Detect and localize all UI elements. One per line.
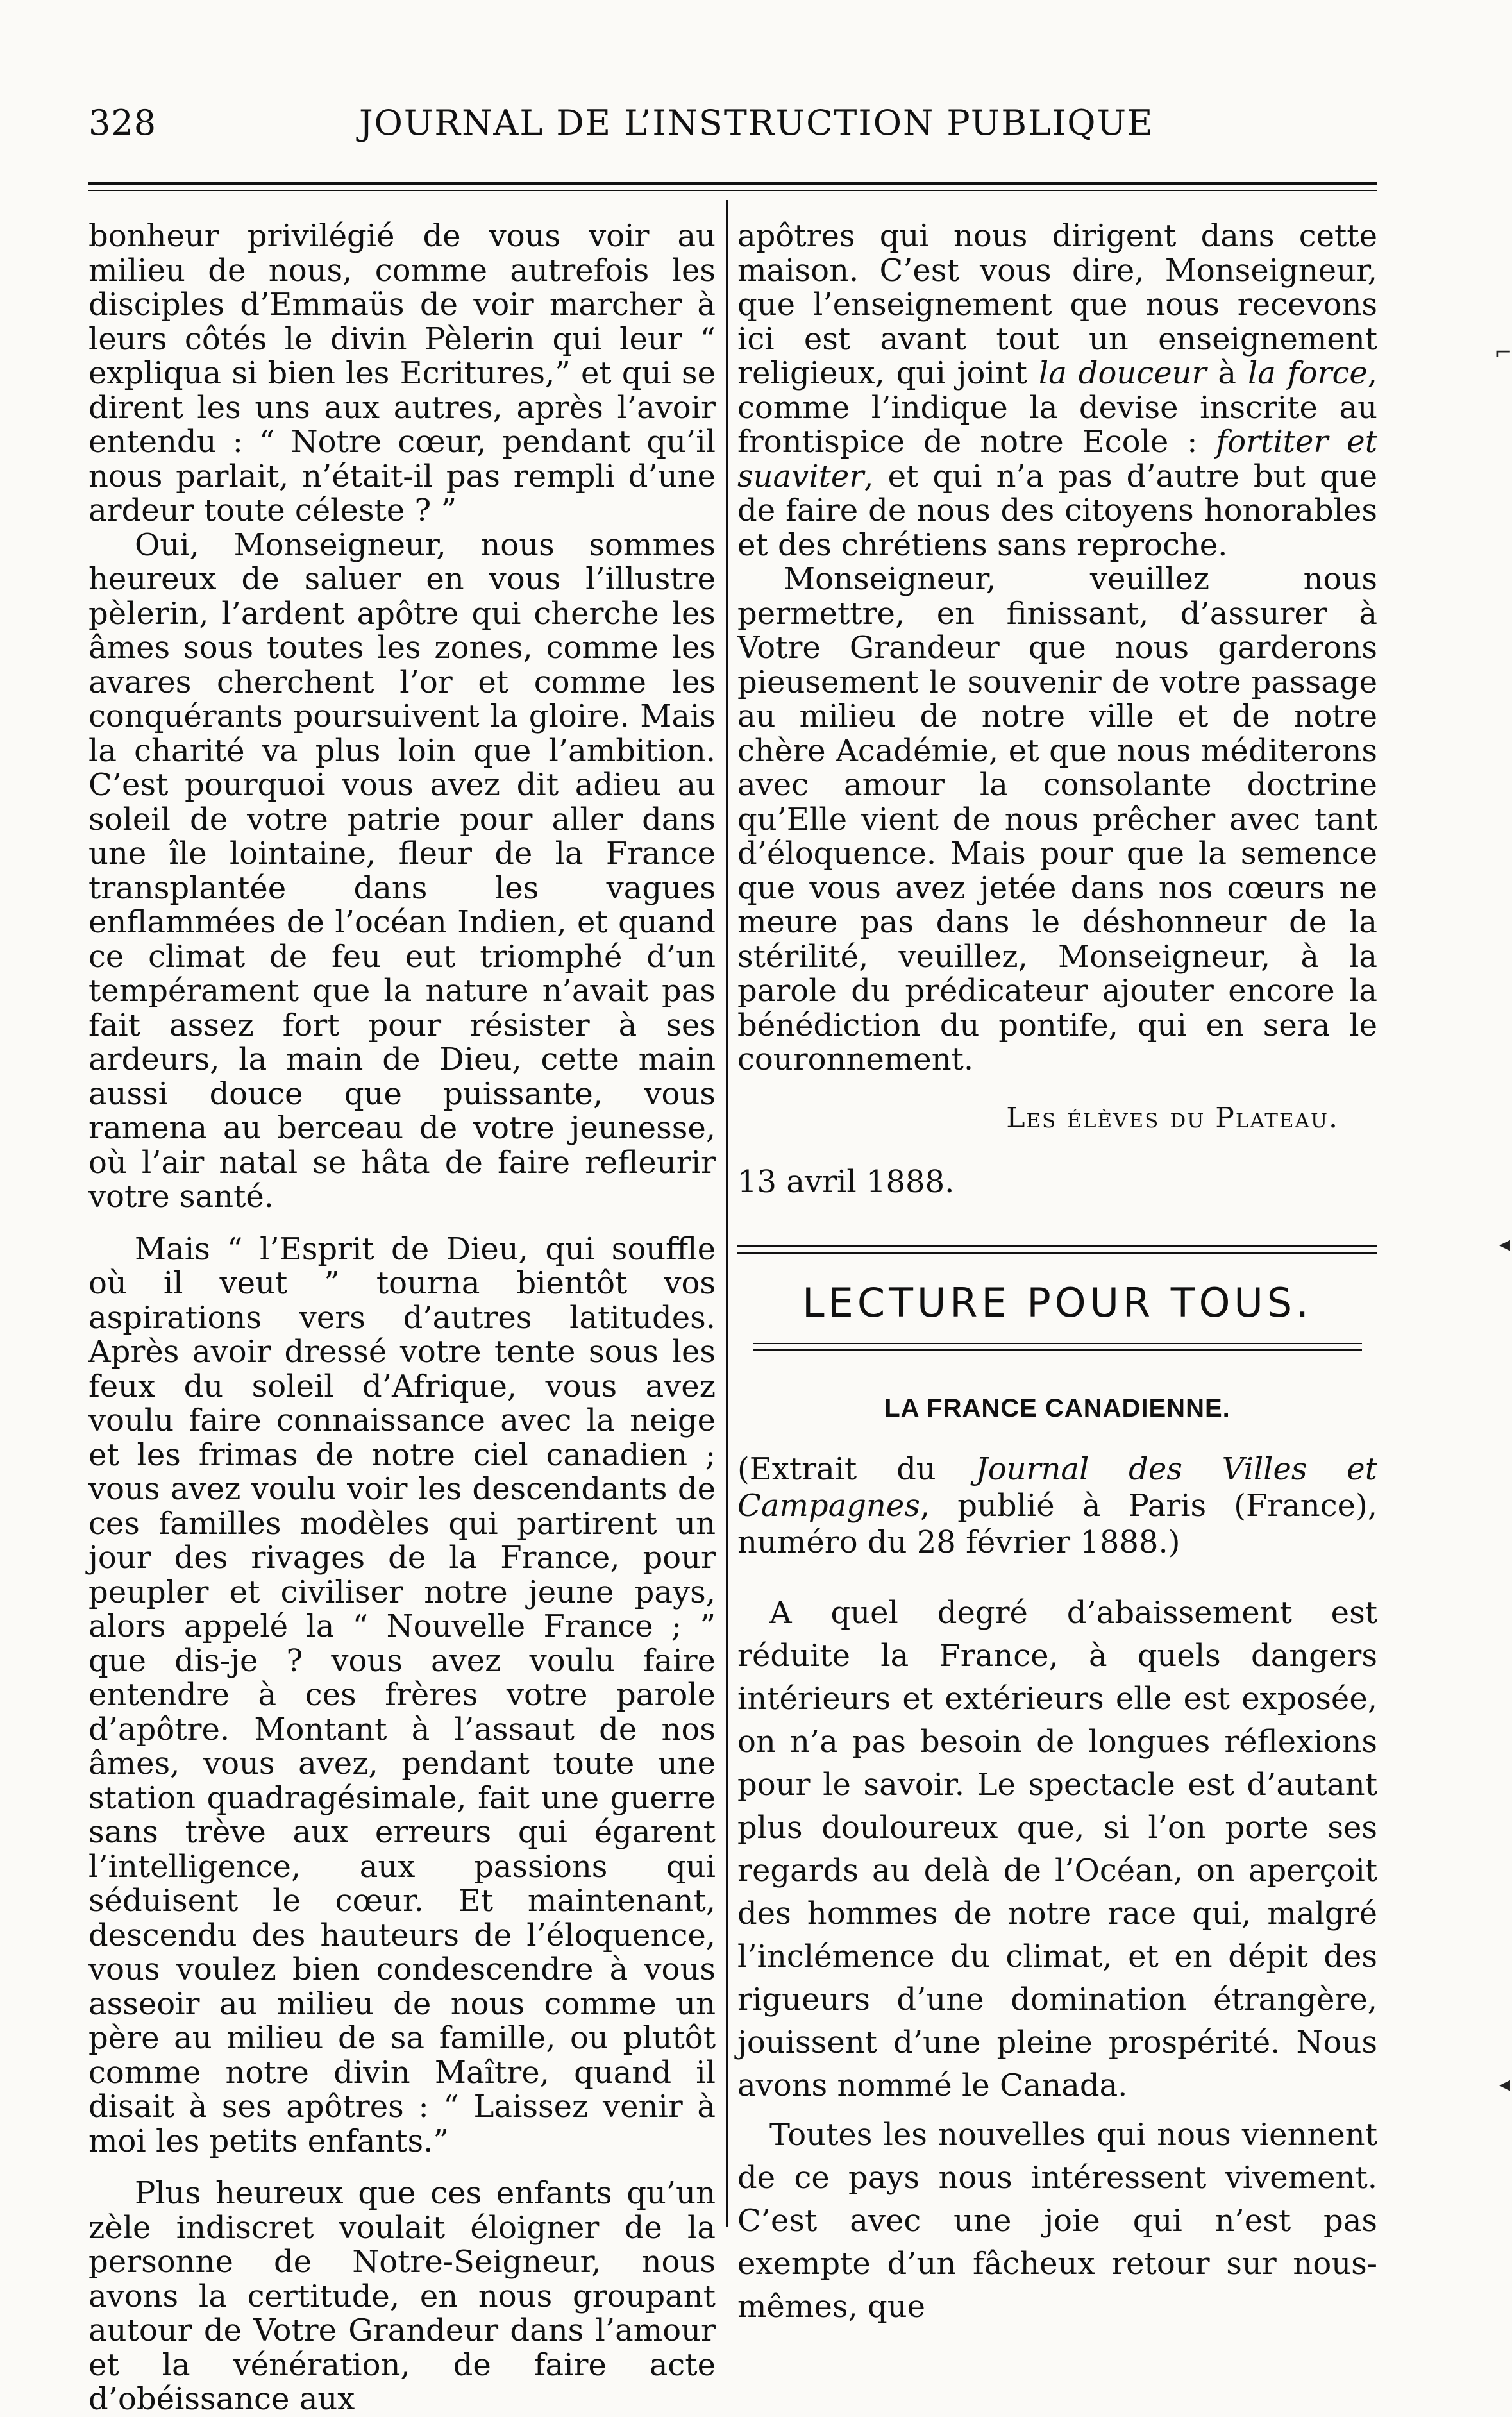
section-rule-thin (737, 1252, 1377, 1254)
margin-mark: ◂ (1499, 1231, 1511, 1257)
section-title: LECTURE POUR TOUS. (802, 1279, 1313, 1326)
motto: fortiter et suaviter (737, 424, 1377, 494)
left-paragraph: Mais “ l’Esprit de Dieu, qui souffle où il veut ” tourna bientôt vos aspirations vers d’autres latitudes. Après avoir dressé votre tente sous les feux du soleil d’Afrique, vous avez voulu faire connaissance avec la neige et les frimas de notre ciel canadien ; vous avez voulu voir les descendants de ces familles modèles qui partirent un jour des rivages de la France, pour peupler et civiliser notre jeune pays, alors appelé la “ Nouvelle France ; ” que dis-je ? vous avez voulu faire entendre à ces frères votre parole d’apôtre. Montant à l’assaut de nos âmes, vous avez, pendant toute une station quadragésimale, fait une guerre sans trève aux erreurs qui égarent l’intelligence, aux passions qui séduisent le cœur. Et maintenant, descendu des hauteurs de l’éloquence, vous voulez bien condescendre à vous asseoir au milieu de nous comme un père au milieu de sa famille, ou plutôt comme notre divin Maître, quand il disait à ses apôtres : “ Laissez venir à moi les petits enfants.” (88, 1231, 716, 2159)
section-rule-thick (737, 1245, 1377, 1247)
running-title: JOURNAL DE L’INSTRUCTION PUBLIQUE (359, 103, 1154, 143)
article-paragraph: A quel degré d’abaissement est réduite la France, à quels dangers intérieurs et extérieurs elle est exposée, on n’a pas besoin de longues réflexions pour le savoir. Le spectacle est d’autant plus douloureux que, si l’on porte ses regards au delà de l’Océan, on aperçoit des hommes de notre race qui, malgré l’inclémence du climat, et en dépit des rigueurs d’une domination étrangère, jouissent d’une pleine prospérité. Nous avons nommé le Canada. (737, 1594, 1377, 2103)
right-paragraph: Monseigneur, veuillez nous permettre, en finissant, d’assurer à Votre Grandeur que nous garderons pieusement le souvenir de votre passage au milieu de notre ville et de notre chère Académie, et que nous méditerons avec amour la consolante doctrine qu’Elle vient de nous prêcher avec tant d’éloquence. Mais pour que la semence que vous avez jetée dans nos cœurs ne meure pas dans le déshonneur de la stérilité, veuillez, Monseigneur, à la parole du prédicateur ajouter encore la bénédiction du pontife, qui en sera le couronnement. (737, 561, 1377, 1077)
italic-phrase: la force (1247, 355, 1368, 391)
left-paragraph: bonheur privilégié de vous voir au milieu de nous, comme autrefois les disciples d’Emmaüs de voir marcher à leurs côtés le divin Pèlerin qui leur “ expliqua si bien les Ecritures,” et qui se dirent les uns aux autres, après l’avoir entendu : “ Notre cœur, pendant qu’il nous parlait, n’était-il pas rempli d’une ardeur toute céleste ? ” (88, 218, 716, 528)
margin-mark: ⌐ (1494, 340, 1512, 366)
source-note: (Extrait du Journal des Villes et Campagnes, publié à Paris (France), numéro du 28 février 1888.) (737, 1451, 1378, 1560)
signature: Les élèves du Plateau. (1006, 1101, 1339, 1134)
left-paragraph: Plus heureux que ces enfants qu’un zèle indiscret voulait éloigner de la personne de Notre-Seigneur, nous avons la certitude, en nous groupant autour de Votre Grandeur dans l’amour et la vénération, de faire acte d’obéissance aux (88, 2175, 716, 2417)
date-line: 13 avril 1888. (737, 1163, 955, 1200)
journal-name: Journal des Villes et Campagnes (737, 1451, 1378, 1524)
right-column (737, 219, 1377, 2329)
column-divider (726, 200, 728, 2227)
article-paragraph: Toutes les nouvelles qui nous viennent de ce pays nous intéressent vivement. C’est avec une joie qui n’est pas exempte d’un fâcheux retour sur nous-mêmes, que (737, 2116, 1377, 2325)
page-number: 328 (88, 103, 157, 143)
left-column (88, 219, 716, 2417)
italic-phrase: la douceur (1038, 355, 1207, 391)
header-rule-thick (88, 182, 1377, 185)
section-rule-thin (753, 1349, 1362, 1351)
margin-mark: ◂ (1499, 2071, 1511, 2097)
header-rule-thin (88, 190, 1377, 191)
right-paragraph: apôtres qui nous dirigent dans cette maison. C’est vous dire, Monseigneur, que l’enseignement que nous recevons ici est avant tout un enseignement religieux, qui joint la douceur à la force, comme l’indique la devise inscrite au frontispice de notre Ecole : fortiter et suaviter, et qui n’a pas d’autre but que de faire de nous des citoyens honorables et des chrétiens sans reproche. (737, 218, 1378, 563)
article-title: LA FRANCE CANADIENNE. (884, 1394, 1231, 1422)
left-paragraph: Oui, Monseigneur, nous sommes heureux de saluer en vous l’illustre pèlerin, l’ardent apôtre qui cherche les âmes sous toutes les zones, comme les avares cherchent l’or et comme les conquérants poursuivent la gloire. Mais la charité va plus loin que l’ambition. C’est pourquoi vous avez dit adieu au soleil de votre patrie pour aller dans une île lointaine, fleur de la France transplantée dans les vagues enflammées de l’océan Indien, et quand ce climat de feu eut triomphé d’un tempérament que la nature n’avait pas fait assez fort pour résister à ses ardeurs, la main de Dieu, cette main aussi douce que puissante, vous ramena au berceau de votre jeunesse, où l’air natal se hâta de faire refleurir votre santé. (88, 526, 716, 1215)
section-rule-thin (753, 1343, 1362, 1344)
